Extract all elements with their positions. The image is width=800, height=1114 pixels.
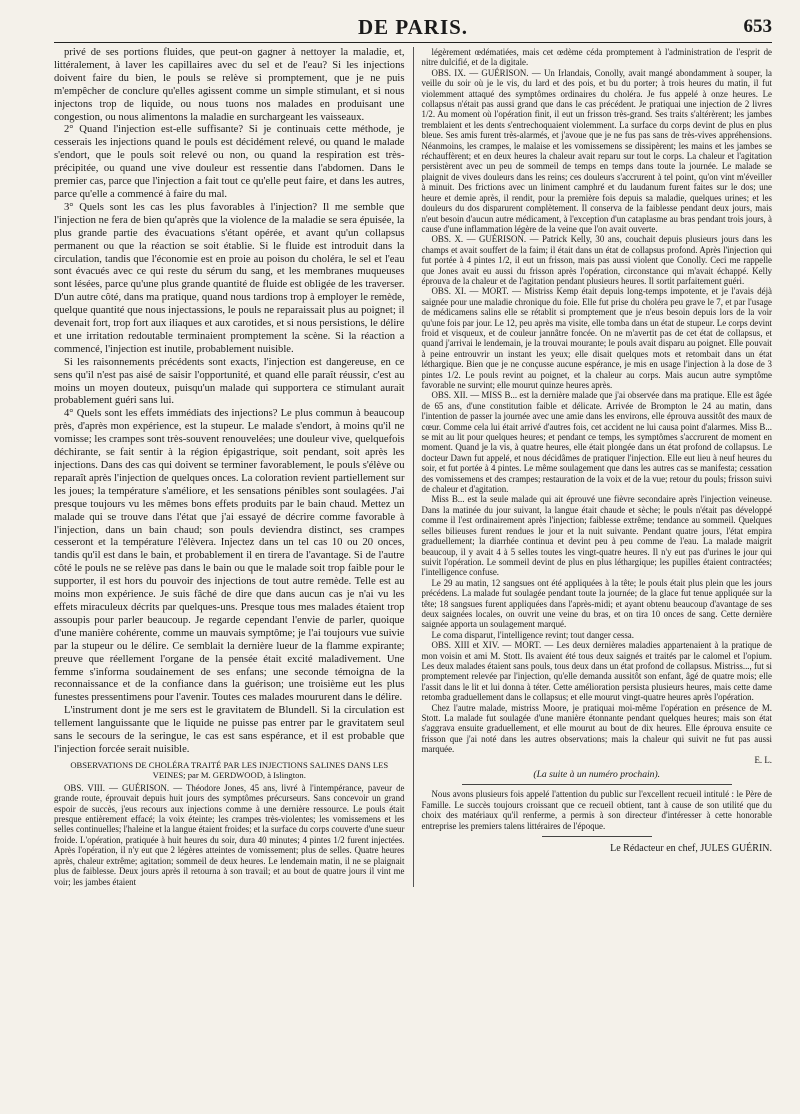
paragraph: privé de ses portions fluides, que peut-on gagner à nettoyer la maladie, et, littéralement, à laver les capillaires avec du sel et de l'eau? Si les injections doivent faire du bien, le pouls se relève si promptement, que je ne puis m'empêcher de conclure qu'elles agissent comme un simple stimulant, et si nous injectons trop de liquide, ou nous tuons nos malades en produisant une congestion, ou nous alimentons la maladie en surchargeant les vaisseaux. [54, 47, 405, 123]
author-initials: E. L. [754, 754, 772, 765]
divider [542, 836, 653, 837]
page-number: 653 [743, 16, 772, 37]
observation-paragraph: OBS. XI. — MORT. — Mistriss Kemp était depuis long-temps impotente, et je l'avais déjà saignée pour une maladie chronique du foie. Elle fut prise du choléra peu grave le 7, et par l'usage de médicamens salins elle se rétablit si promptement que je n'eus besoin depuis lors de la voir qu'une fois par jour. Le 12, peu après ma visite, elle tomba dans un état de stupeur. Le corps devint froid et visqueux, et de couleur jannâtre foncée. On ne m'avertit pas de cet état de collapsus, et quand j'arrivai le lendemain, je la trouvai mourante; le pouls avait disparu au poignet. Elle pouvait à peine entrouvrir un instant les yeux; elle disait quelques mots et retombait dans un état léthargique. Bien que je ne conçusse aucune espérance, je mis en usage l'injection à la dose de 3 pintes 1/2. Le pouls revint au poignet, et la chaleur au corps. Mais aucun autre symptôme favorable ne survint; elle mourut quinze heures après. [421, 286, 772, 390]
observation-paragraph: OBS. XII. — MISS B... est la dernière malade que j'ai observée dans ma pratique. Elle est âgée de 65 ans, d'une constitution faible et délicate. Arrivée de Brompton le 24 au matin, dans l'intention de passer la journée avec une amie dans les environs, elle éprouva aussitôt des maux de cœur. Comme cela lui était arrivé d'autres fois, cet accident ne lui causa point d'alarmes. Miss B... se mit au lit pour quelques heures; et pendant ce temps, les symptômes s'accrurent de moment en moment. Quand je la vis, à quatre heures, elle était plongée dans un état profond de collapsus. Le docteur Dawn fut appelé, et nous décidâmes de pratiquer l'injection. Elle eut lieu à neuf heures du soir, et fut portée à 4 pintes. Le même soulagement que dans les autres cas se manifesta; cessation des vomissemens et des crampes; restauration de la voix et de la vue; retour du pouls; frisson suivi de chaleur et d'agitation. [421, 390, 772, 495]
article-columns [54, 47, 772, 887]
section-heading: OBSERVATIONS DE CHOLÉRA TRAITÉ PAR LES INJECTIONS SALINES DANS LES VEINES; par M. GERDWOOD, à Islington. [70, 759, 389, 780]
paragraph: L'instrument dont je me sers est le gravitatem de Blundell. Si la circulation est tellement languissante que le liquide ne puisse pas entrer par le gravitatem seul sans le secours de la seringue, le cas est sans espérance, et il est probable que l'injection forcée serait nuisible. [54, 705, 405, 755]
right-column [413, 47, 773, 887]
left-column [54, 47, 413, 887]
paragraph: légèrement œdématiées, mais cet œdème céda promptement à l'administration de l'esprit de nitre dulcifié, et de la digitale. [421, 47, 772, 68]
continuation-note: (La suite à un numéro prochain). [533, 769, 661, 781]
paragraph: Le 29 au matin, 12 sangsues ont été appliquées à la tête; le pouls était plus plein que les jours précédens. La malade fut soulagée pendant toute la journée; de la glace fut tenue appliquée sur la tête; 18 sangsues furent appliquées dans l'après-midi; et ayant obtenu beaucoup d'avantage de ses deux saignées locales, on ouvrit une veine du bras, et on tira 10 onces de sang. Cette dernière saignée apporta un soulagement marqué. [421, 577, 772, 630]
editor-signature: Le Rédacteur en chef, JULES GUÉRIN. [610, 843, 772, 854]
paragraph: Miss B... est la seule malade qui ait éprouvé une fièvre secondaire après l'injection veineuse. Dans la matinée du jour suivant, la langue était chaude et sèche; le pouls n'était pas développé comme il l'est ordinairement après l'injection; faiblesse extrême; tendance au sommeil. Quelques selles bilieuses furent rendues le jour et la nuit suivante. Pendant quatre jours, l'état empira graduellement; la diarrhée continua et devint peu à peu comme de l'eau. La malade maigrit beaucoup, il y avait 4 à 5 selles toutes les vingt-quatre heures. Il n'y eut pas d'urines le jour qui suivit l'opération. Le sommeil devint de plus en plus léthargique; les pupilles étaient contractées; l'intelligence confuse. [421, 494, 772, 578]
divider [462, 784, 733, 785]
notice-paragraph: Nous avons plusieurs fois appelé l'attention du public sur l'excellent recueil intitulé : le Père de Famille. Le succès toujours croissant que ce recueil obtient, tant à cause de son utilité que du choix des matériaux qu'il renferme, a permis à son directeur d'intéresser à cette honorable entreprise les premiers talens littéraires de l'époque. [421, 789, 772, 831]
masthead-title: DE PARIS. [357, 14, 469, 39]
paragraph: Chez l'autre malade, mistriss Moore, je pratiquai moi-même l'opération en présence de M. Stott. La malade fut soulagée d'une manière étonnante pendant quelques heures; mais son état s'aggrava ensuite graduellement, et elle mourut au bout de dix heures. Elle éprouva ensuite ce frisson que j'ai noté dans les autres observations; mais la chaleur qui suivit ne fut pas aussi marquée. [421, 702, 772, 755]
page-header [54, 12, 772, 43]
paragraph: 2° Quand l'injection est-elle suffisante? Si je continuais cette méthode, je cesserais les injections quand le pouls est décidément relevé, ou quand le malade s'endort, que le pouls soit relevé ou non, ou quand la respiration est très-précipitée, ou quand une vive douleur est ressentie dans l'abdomen. Dans le premier cas, parce que l'injection a fait tout ce qu'elle peut faire, et dans les autres, parce qu'elle a commencé à faire du mal. [54, 124, 405, 200]
observation-paragraph: OBS. VIII. — GUÉRISON. — Théodore Jones, 45 ans, livré à l'intempérance, paveur de grande route, éprouvait depuis huit jours des symptômes précurseurs. Sans concevoir un grand espoir de succès, j'eus recours aux injections comme à une dernière ressource. Le pouls était presque entièrement effacé; la voix éteinte; les crampes très-violentes; les vomissemens et les selles continuelles; l'haleine et la langue étaient froides; et la surface du corps couverte d'une sueur froide. L'opération, pratiquée à huit heures du soir, dura 40 minutes; 4 pintes 1/2 furent injectées. Après l'opération, il n'y eut que 2 légères atteintes de vomissement; plus de selles. Quatre heures après, chaleur extrême; agitation; sommeil de deux heures. Le lendemain matin, il ne se plaignait plus de faiblesse. Deux jours après il retourna à son travail; et au bout de quatre jours il vint me voir; les jambes étaient [54, 782, 405, 887]
paragraph: 4° Quels sont les effets immédiats des injections? Le plus commun à beaucoup près, d'après mon expérience, est la stupeur. Le malade s'endort, à moins qu'il ne vomisse; les crampes sont très-souvent renouvelées; une douleur vive, quelquefois déchirante, se fait sentir à la région épigastrique, soit pendant, soit après les injections. Dans des cas qui doivent se terminer favorablement, le pouls s'élève ou reparaît après l'injection de quelques onces. La coloration revient partiellement sur les joues; la température s'améliore, et les sensations pénibles sont soulagées. J'ai presque toujours vu les mêmes bons effets produits par le bain chaud. Mettez un malade qui se trouve dans l'état que j'ai essayé de décrire comme favorable à l'injection, dans un bain chaud; son pouls deviendra distinct, ses crampes cesseront et la température l'élèvera. Injectez dans un tel cas 10 ou 20 onces, tandis qu'il est dans le bain, et probablement il en tirera de l'avantage. Si de l'autre côté le pouls ne se relève pas dans le bain ou que le malade soit trop faible pour le supporter, il est hors du pouvoir des injections de tout autre remède. Telle est au moins mon expérience. Je suis fâché de dire que dans aucun cas je n'ai vu les effets miraculeux décrits par quelques-uns. Presque tous mes malades étaient trop assoupis pour parler beaucoup. Je regarde cependant l'envie de parler, quoique d'une manière cohérente, comme un mauvais symptôme; je l'ai toujours vue suivie par la stupeur ou le délire. Ce semblait la dernière lueur de la flamme expirante; preuve que réellement l'organe de la pensée était excité maladivement. Une femme s'informa soudainement de ses enfans; une seconde témoigna de la reconnaissance et de la confiance dans la guérison; une troisième eut les plus funestes pressentimens pour l'avenir. Toutes ces malades moururent dans le délire. [54, 408, 405, 704]
paragraph: Si les raisonnements précédents sont exacts, l'injection est dangereuse, en ce sens qu'il n'est pas aisé de saisir l'opportunité, et quand elle paraît réussir, c'est au moins un moyen douteux, puisqu'un malade qui supportera ce stimulant aurait probablement guéri sans lui. [54, 356, 405, 407]
observation-paragraph: OBS. IX. — GUÉRISON. — Un Irlandais, Conolly, avait mangé abondamment à souper, la veille du soir où je le vis, du lard et des pois, et bu du porter; à trois heures du matin, il fut violemment attaqué des symptômes ordinaires du choléra. Je fus appelé à onze heures. Le collapsus n'était pas aussi grand que dans le cas précédent. Je pratiquai une injection de 2 livres 1/2. Au moment où l'opération finit, il eut un frisson très-grand. Ses traits s'altérèrent; les jambes tremblaient et les dents s'entrechoquaient violemment. La surface du corps devint de plus en plus bleue. Ses amis furent très-alarmés, et j'avoue que je ne fus pas sans de très-vives appréhensions. Néanmoins, les crampes, le malaise et les vomissemens se dissipèrent; les mains et les jambes se réchauffèrent; et en deux heures la chaleur avait reparu sur tout le corps. La chaleur et l'agitation persistèrent avec un peu de sommeil de temps en temps dans toute la journée. Le malade se plaignit de vives douleurs dans les reins; ces douleurs s'accrurent à tel point, qu'on vint m'éveiller à minuit. Des frictions avec un liniment camphré et du laudanum furent faites sur le dos; une heure et demie après, il rendit, pour la première fois depuis sa maladie, quelques urines; et les douleurs du dos disparurent complètement. Il conserva de la faiblesse pendant deux jours, mais n'eut besoin d'aucun autre médicament, à l'exception d'un cataplasme au bras pendant trois jours, à cause d'une inflammation légère de la veine que l'on avait ouverte. [421, 67, 772, 234]
observation-paragraph: OBS. XIII et XIV. — MORT. — Les deux dernières maladies appartenaient à la pratique de mon voisin et ami M. Stott. Ils avaient été tous deux saignés et traités par le calomel et l'opium. Les deux malades étaient sans pouls, tous deux dans un état profond de collapsus. Mistriss..., fut si promptement relevée par l'injection, qu'elle demanda aussitôt son enfant, âgé de quatre mois; elle l'assit dans le lit et lui donna à téter. Cette amélioration persista plusieurs heures, mais cette dame retomba graduellement dans le collapsus; et elle mourut vingt-quatre heures après l'opération. [421, 640, 772, 703]
observation-paragraph: OBS. X. — GUÉRISON. — Patrick Kelly, 30 ans, couchait depuis plusieurs jours dans les champs et avait souffert de la faim; il était dans un état de collapsus profond. Après l'injection qui fut portée à 4 pintes 1/2, il eut un frisson, mais pas aussi violent que Conolly. Ceci me rappelle que Jones avait eu aussi du frisson après l'opération, circonstance qui m'avait échappé. Kelly éprouva de la chaleur et de l'agitation pendant plusieurs heures. Il sortit parfaitement guéri. [421, 234, 772, 286]
paragraph: Le coma disparut, l'intelligence revint; tout danger cessa. [431, 629, 634, 640]
paragraph: 3° Quels sont les cas les plus favorables à l'injection? Il me semble que l'injection ne fera de bien qu'après que la violence de la maladie se sera épuisée, la plus grande partie des évacuations s'étant opérée, et avant qu'un collapsus permanent ou que la réaction se soit établie. Si le fluide est introduit dans la circulation, tandis que l'économie est en proie au poison du choléra, le sel et l'eau sont évacués avec ce qui reste du sérum du sang, et les membranes muqueuses sont lésées, parce qu'une plus grande quantité de fluide est obligée de les traverser. D'un autre côté, dans ma pratique, quand nous tardions trop à employer le remède, quelque quantité que nous injectassions, le pouls ne reparaissait plus au poignet; il devenait fort, trop fort aux iliaques et aux carotides, et si nous persistions, le délire et une irritation redoutable terminaient promptement la scène. Si la réaction a commencé, l'injection est inutile, probablement nuisible. [54, 201, 405, 355]
